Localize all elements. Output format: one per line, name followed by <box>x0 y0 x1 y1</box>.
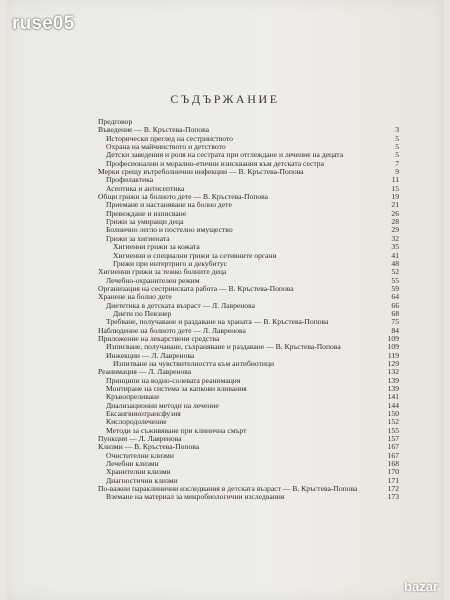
toc-entry-page: 141 <box>387 392 399 402</box>
toc-entry-text: По-важни параклинични изследвания в детската възраст — В. Кръстева-Попова <box>98 484 358 494</box>
toc-entry-page: 132 <box>387 367 399 377</box>
toc-entry-page: 19 <box>391 192 399 202</box>
toc-entry-page: 28 <box>391 217 399 227</box>
toc-entry-text: Реанимация — Л. Лавренова <box>98 367 192 377</box>
toc-entry-text: Предговор <box>98 117 133 126</box>
toc-entry-page: 48 <box>391 258 399 268</box>
toc-entry-text: Вземане на материал за микробиологични изследвания <box>106 492 285 502</box>
toc-entry-page: 21 <box>391 200 399 210</box>
toc-entry-page: 11 <box>391 175 399 185</box>
toc-entry-page: 59 <box>391 283 399 293</box>
toc-entry-text: Въведение — В. Кръстева-Попова <box>98 125 210 135</box>
toc-entry-page: 32 <box>391 233 399 243</box>
toc-entry-page: 157 <box>387 434 399 444</box>
toc-entry-text: Грижи за хигиената <box>106 233 170 243</box>
toc-entry-text: Хигиенни грижи за тежко болните деца <box>98 267 227 277</box>
toc-entry-text: Инжекции — Л. Лавренова <box>106 350 195 360</box>
toc-entry-text: Диети по Певзнер <box>113 308 172 318</box>
toc-entry-page: 55 <box>391 275 399 285</box>
toc-entry-text: Приложение на лекарствени средства <box>98 333 220 343</box>
page-title: СЪДЪРЖАНИЕ <box>170 92 280 106</box>
toc-entry-page: 150 <box>387 409 399 419</box>
toc-entry-text: Клизми — В. Кръстева-Попова <box>98 442 200 452</box>
toc-entry-text: Ексангвинотрансфузия <box>106 409 181 419</box>
toc-entry-text: Професионални и морално-етични изисквания към детската сестра <box>106 158 324 168</box>
toc-entry-text: Детски заведения и роля на сестрата при отглеждане и лечение на децата <box>106 150 344 160</box>
toc-entry-page: 26 <box>391 208 399 218</box>
toc-entry-text: Изпитване на чувствителността към антибиотици <box>113 358 275 368</box>
toc-entry-text: Диагностични клизми <box>106 475 178 485</box>
toc-entry-page: 170 <box>387 467 399 477</box>
toc-entry-page: 129 <box>387 358 399 368</box>
toc-entry-text: Профилактика <box>106 175 154 185</box>
toc-entry-text: Хигиенни и специални грижи за сетивните органи <box>113 250 277 260</box>
toc-entry-page: 68 <box>391 308 399 318</box>
toc-entry-text: Очистителни клизми <box>106 450 174 460</box>
toc-entry-page: 139 <box>387 375 399 385</box>
toc-entry-page: 155 <box>387 425 399 435</box>
toc-entry-page: 75 <box>391 317 399 327</box>
toc-entry-text: Лечебни клизми <box>106 459 159 469</box>
toc-entry-page: 167 <box>387 450 399 460</box>
toc-entry-page: 66 <box>391 300 399 310</box>
toc-entry-page: 5 <box>395 142 399 152</box>
toc-entry-page: 167 <box>387 442 399 452</box>
toc-entry-page: 168 <box>387 459 399 469</box>
toc-entry-page: 173 <box>387 492 399 502</box>
toc-entry-page: 7 <box>395 158 399 168</box>
toc-entry-text: Охрана на майчинството и детството <box>106 142 226 152</box>
toc-entry-page: 15 <box>391 183 399 193</box>
toc-entry-page: 119 <box>387 350 399 360</box>
toc-entry-text: Грижи при интертриго и декубитус <box>113 258 227 268</box>
toc-entry-text: Асептика и антисептика <box>106 183 185 193</box>
toc-entry-page: 29 <box>391 225 399 235</box>
toc-entry-text: Кръвопреливане <box>106 392 160 402</box>
toc-entry-text: Изписване, получаване, съхраняване и раздаване — В. Кръстева-Попова <box>106 342 341 352</box>
table-of-contents <box>98 118 399 502</box>
toc-entry-page: 5 <box>395 133 399 143</box>
toc-entry-text: Диализационни методи на лечение <box>106 400 219 410</box>
toc-entry-text: Хранене на болно дете <box>98 292 172 302</box>
toc-entry-text: Пункции — Л. Лавренова <box>98 434 182 444</box>
toc-entry-page: 171 <box>387 475 399 485</box>
toc-entry-page: 152 <box>387 417 399 427</box>
toc-entry-text: Исторически преглед на сестринството <box>106 133 233 143</box>
toc-entry-text: Превеждане и изписване <box>106 208 187 218</box>
toc-entry-text: Болнично легло и постелно имущество <box>106 225 233 235</box>
toc-entry-page: 172 <box>387 484 399 494</box>
toc-entry-page: 109 <box>387 333 399 343</box>
toc-entry-text: Лечебно-охранителен режим <box>106 275 200 285</box>
toc-entry-text: Мерки срещу вътреболнични инфекции — В. Кръстева-Попова <box>98 167 304 177</box>
toc-entry-text: Методи за съживяване при клинична смърт <box>106 425 247 435</box>
toc-entry-page: 5 <box>395 150 399 160</box>
toc-entry-text: Принципи на водно-солевата реанимация <box>106 375 241 385</box>
toc-entry-page: 35 <box>391 242 399 252</box>
toc-entry-page: 64 <box>391 292 399 302</box>
toc-entry-text: Кислородолечение <box>106 417 167 427</box>
toc-entry-page: 139 <box>387 384 399 393</box>
watermark-logo: ruse05 <box>12 13 75 34</box>
toc-entry-page: 9 <box>395 167 399 177</box>
book-page <box>6 0 444 600</box>
toc-entry-text: Хранителни клизми <box>106 467 171 477</box>
toc-entry-page: 109 <box>387 342 399 352</box>
toc-entry-page: 144 <box>387 400 399 410</box>
toc-entry-text: Наблюдение на болното дете — Л. Лавренова <box>98 325 246 335</box>
watermark-corner: bazar <box>404 579 438 594</box>
toc-entry-page: 84 <box>391 325 399 335</box>
toc-entry-text: Диететика в детската възраст — Л. Лавренова <box>106 300 255 310</box>
toc-entry-page: 52 <box>391 267 399 277</box>
toc-entry-text: Общи грижи за болното дете — В. Кръстева-Попова <box>98 192 269 202</box>
toc-entry-page: 41 <box>391 250 399 260</box>
toc-entry <box>98 493 399 501</box>
toc-entry-text: Монтиране на система за капкови вливания <box>106 384 247 393</box>
toc-entry-text: Организация на сестринската работа — В. Кръстева-Попова <box>98 283 294 293</box>
toc-entry-text: Приемане и настаняване на болно дете <box>106 200 232 210</box>
toc-entry-text: Грижи за умиращи деца <box>106 217 184 227</box>
toc-entry-text: Требване, получаване и раздаване на храната — В. Кръстева-Попова <box>106 317 329 327</box>
toc-entry-page: 3 <box>395 125 399 135</box>
toc-entry-text: Хигиенни грижи за кожата <box>113 242 200 252</box>
